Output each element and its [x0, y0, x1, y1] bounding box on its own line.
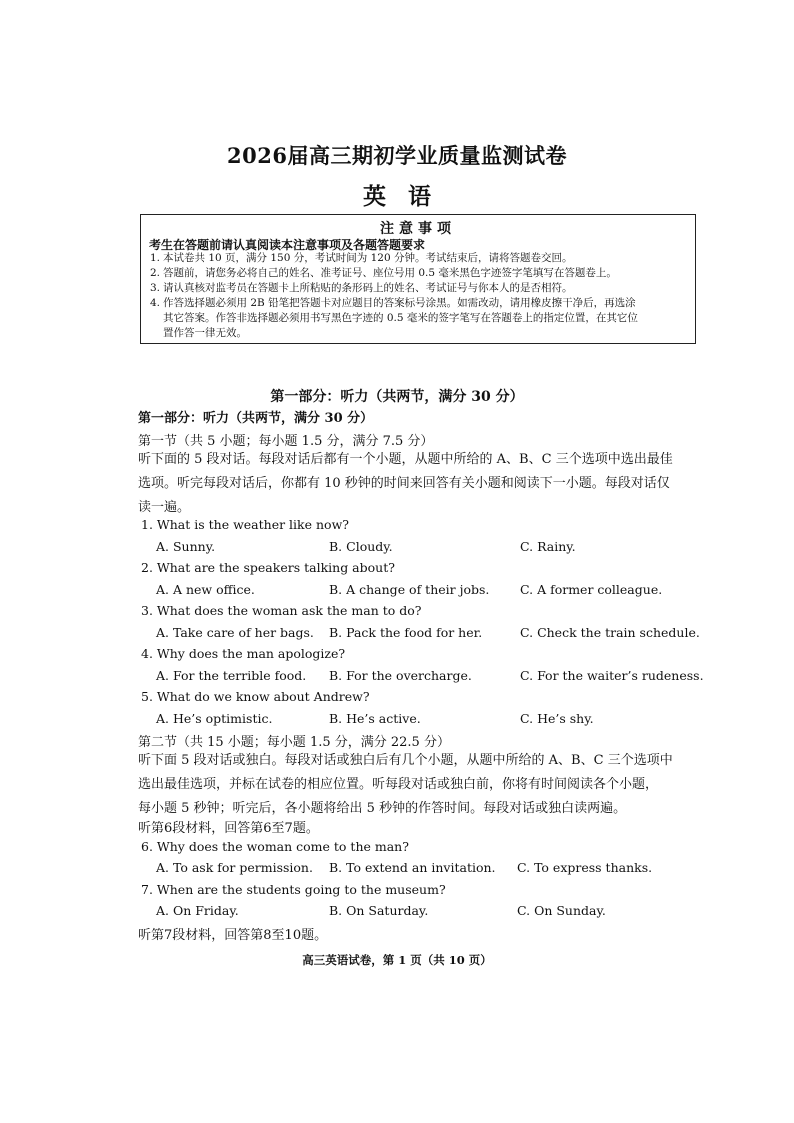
- option-a: A. To ask for permission.: [156, 860, 313, 875]
- notice-item-4: [150, 296, 638, 341]
- option-c: C. Rainy.: [520, 539, 576, 554]
- notice-item-text: 作答选择题必须用 2B 铅笔把答题卡对应题目的答案标号涂黑。如需改动，请用橡皮擦干净后，再选涂: [163, 297, 636, 309]
- question-2: 2. What are the speakers talking about?: [141, 560, 395, 575]
- part-heading: 第一部分：听力（共两节，满分 30 分）: [270, 389, 524, 405]
- option-b: B. Cloudy.: [329, 539, 393, 554]
- option-c: C. Check the train schedule.: [520, 625, 700, 640]
- part-heading-repeat: 第一部分：听力（共两节，满分 30 分）: [138, 411, 374, 426]
- question-3: 3. What does the woman ask the man to do?: [141, 603, 422, 618]
- instruction-line: 读一遍。: [138, 500, 191, 515]
- option-b: B. For the overcharge.: [329, 668, 472, 683]
- instruction-line: 选出最佳选项，并标在试卷的相应位置。听每段对话或独白前，你将有时间阅读各个小题，: [138, 777, 659, 792]
- notice-item-text: 置作答一律无效。: [163, 327, 247, 339]
- option-b: B. On Saturday.: [329, 903, 429, 918]
- section2-instructions: [138, 749, 673, 821]
- notice-item-number: 4.: [150, 297, 161, 309]
- question-6: 6. Why does the woman come to the man?: [141, 839, 409, 854]
- notice-item-number: 2.: [150, 267, 161, 279]
- notice-item-text: 答题前，请您务必将自己的姓名、准考证号、座位号用 0.5 毫米黑色字迹签字笔填写在答题卷上。: [163, 267, 617, 279]
- notice-item-number: 1.: [150, 252, 161, 264]
- option-b: B. To extend an invitation.: [329, 860, 496, 875]
- question-1: 1. What is the weather like now?: [141, 517, 349, 532]
- notice-item-2: [150, 266, 617, 281]
- instruction-line: 每小题 5 秒钟；听完后，各小题将给出 5 秒钟的作答时间。每段对话或独白读两遍。: [138, 801, 627, 816]
- option-c: C. On Sunday.: [517, 903, 606, 918]
- option-a: A. For the terrible food.: [156, 668, 307, 683]
- option-b: B. He’s active.: [329, 711, 421, 726]
- section1-instructions: [138, 448, 673, 520]
- notice-item-text: 请认真核对监考员在答题卡上所粘贴的条形码上的姓名、考试证号与你本人的是否相符。: [163, 282, 573, 294]
- notice-item-3: [150, 281, 573, 296]
- option-a: A. A new office.: [156, 582, 255, 597]
- notice-item-text: 其它答案。作答非选择题必须用书写黑色字迹的 0.5 毫米的签字笔写在答题卷上的指定位置，在其它位: [163, 312, 638, 324]
- material-6-note: 听第6段材料，回答第6至7题。: [138, 821, 319, 836]
- option-c: C. For the waiter’s rudeness.: [520, 668, 704, 683]
- exam-title: 2026届高三期初学业质量监测试卷: [227, 143, 567, 168]
- option-a: A. On Friday.: [156, 903, 239, 918]
- question-7: 7. When are the students going to the museum?: [141, 882, 446, 897]
- notice-item-number: 3.: [150, 282, 161, 294]
- option-c: C. To express thanks.: [517, 860, 653, 875]
- question-5: 5. What do we know about Andrew?: [141, 689, 370, 704]
- option-b: B. Pack the food for her.: [329, 625, 483, 640]
- option-b: B. A change of their jobs.: [329, 582, 490, 597]
- option-c: C. He’s shy.: [520, 711, 594, 726]
- option-a: A. Take care of her bags.: [156, 625, 314, 640]
- section1-title: 第一节（共 5 小题；每小题 1.5 分，满分 7.5 分）: [138, 434, 434, 449]
- section2-title: 第二节（共 15 小题；每小题 1.5 分，满分 22.5 分）: [138, 735, 450, 750]
- question-4: 4. Why does the man apologize?: [141, 646, 346, 661]
- option-a: A. Sunny.: [156, 539, 216, 554]
- notice-box: [140, 214, 696, 344]
- notice-lead: 考生在答题前请认真阅读本注意事项及各题答题要求: [149, 238, 426, 252]
- notice-item-1: [150, 251, 572, 266]
- option-a: A. He’s optimistic.: [156, 711, 273, 726]
- instruction-line: 选项。听完每段对话后，你都有 10 秒钟的时间来回答有关小题和阅读下一小题。每段对话仅: [138, 476, 670, 491]
- option-c: C. A former colleague.: [520, 582, 663, 597]
- notice-title: 注意事项: [380, 221, 456, 237]
- instruction-line: 听下面 5 段对话或独白。每段对话或独白后有几个小题，从题中所给的 A、B、C 三个选项中: [138, 753, 673, 768]
- page-footer: 高三英语试卷，第 1 页（共 10 页）: [302, 953, 492, 967]
- notice-item-text: 本试卷共 10 页，满分 150 分，考试时间为 120 分钟。考试结束后，请将答题卷交回。: [163, 252, 573, 264]
- instruction-line: 听下面的 5 段对话。每段对话后都有一个小题，从题中所给的 A、B、C 三个选项中选出最佳: [138, 452, 673, 467]
- subject-title: 英语: [363, 183, 453, 210]
- material-7-note: 听第7段材料，回答第8至10题。: [138, 928, 328, 943]
